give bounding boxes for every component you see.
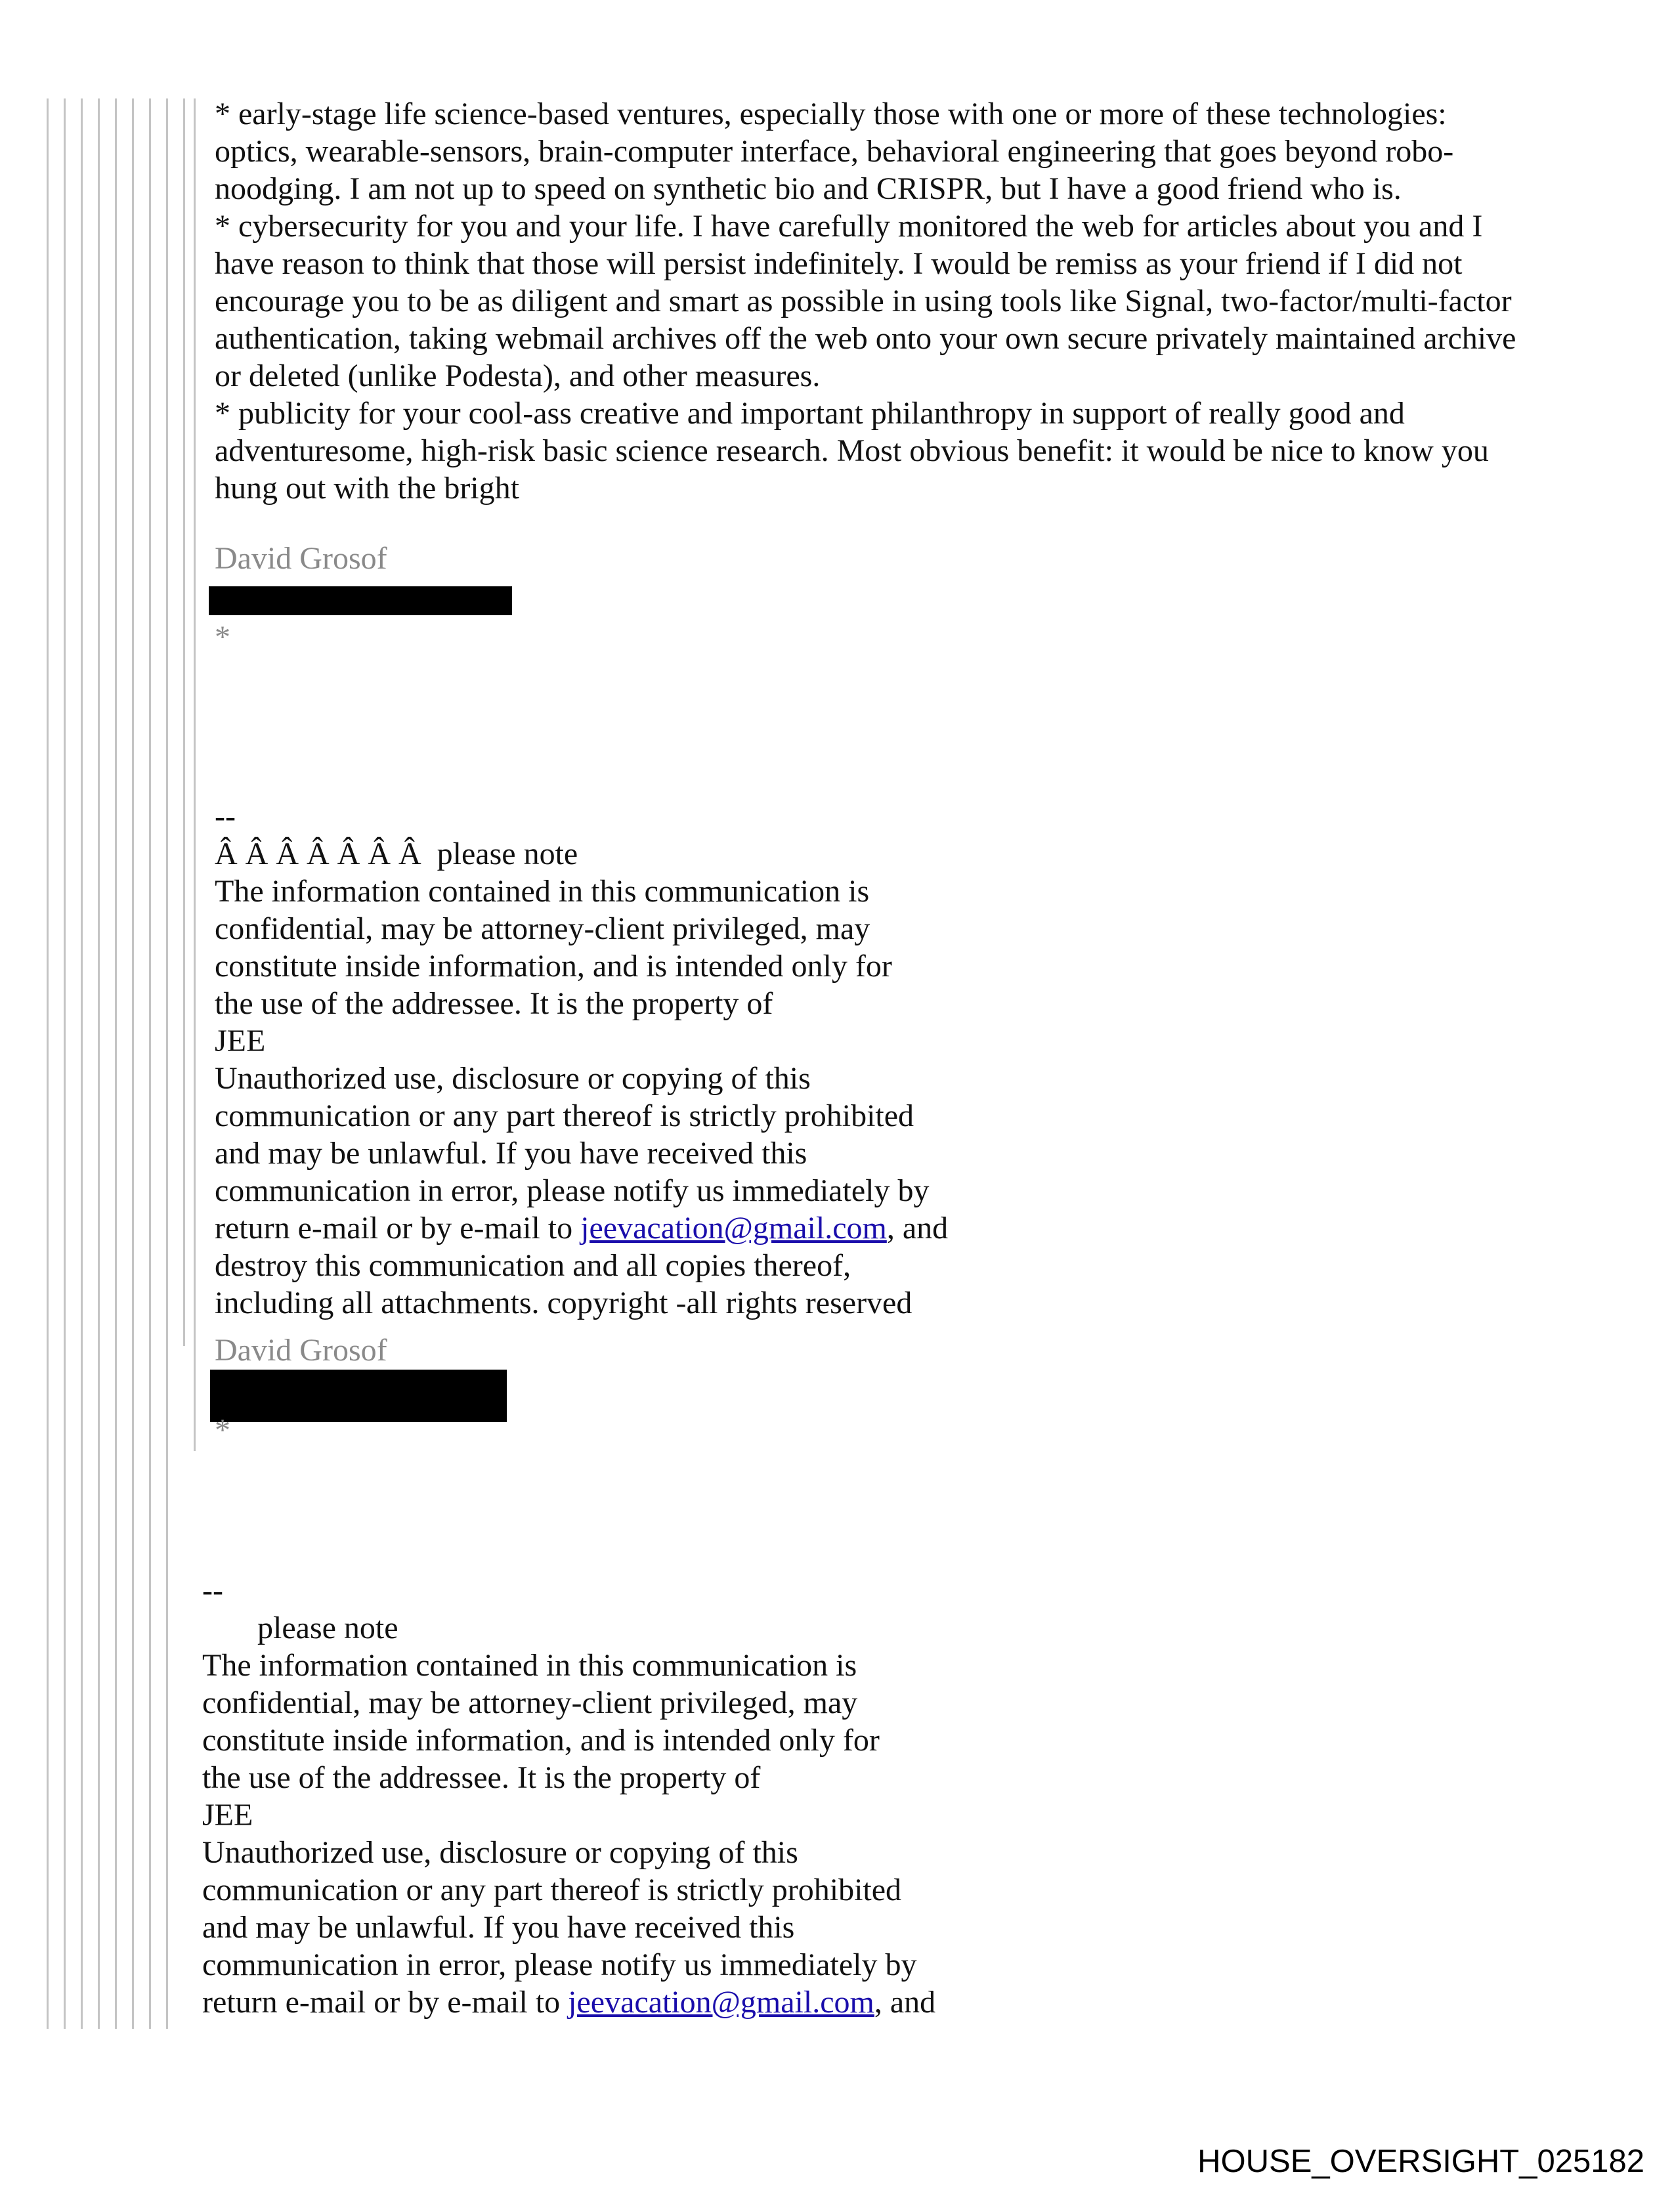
email-prefix: return e-mail or by e-mail to xyxy=(202,1985,569,2020)
disclaimer-line: and may be unlawful. If you have received this xyxy=(202,1910,795,1945)
signature-name: David Grosof xyxy=(215,541,387,576)
bullet-line: authentication, taking webmail archives off the web onto your own secure privately maintained archive xyxy=(215,321,1516,356)
quote-bar xyxy=(47,98,49,2029)
disclaimer-line: confidential, may be attorney-client privileged, may xyxy=(202,1685,858,1720)
quote-bar xyxy=(115,98,117,2029)
disclaimer-email-line xyxy=(215,1209,948,1247)
disclaimer-line: the use of the addressee. It is the property of xyxy=(215,986,773,1021)
bullet-line: hung out with the bright xyxy=(215,471,519,506)
email-suffix: , and xyxy=(886,1211,949,1246)
disclaimer-line: including all attachments. copyright -all rights reserved xyxy=(215,1286,912,1320)
quote-bar xyxy=(64,98,66,2029)
disclaimer-line: constitute inside information, and is intended only for xyxy=(215,949,892,984)
disclaimer-line: The information contained in this communication is xyxy=(202,1648,857,1683)
disclaimer-line: communication or any part thereof is strictly prohibited xyxy=(215,1098,914,1133)
bullet-line: optics, wearable-sensors, brain-computer interface, behavioral engineering that goes beyond robo- xyxy=(215,134,1454,169)
disclaimer-line: confidential, may be attorney-client privileged, may xyxy=(215,911,870,946)
bullet-line: * cybersecurity for you and your life. I have carefully monitored the web for articles about you and I xyxy=(215,209,1483,244)
document-id: HOUSE_OVERSIGHT_025182 xyxy=(1197,2144,1644,2179)
email-prefix: return e-mail or by e-mail to xyxy=(215,1211,581,1246)
quote-bar xyxy=(81,98,83,2029)
redaction-box xyxy=(210,1370,507,1422)
disclaimer-line: the use of the addressee. It is the property of xyxy=(202,1760,761,1795)
disclaimer-line: communication in error, please notify us immediately by xyxy=(215,1173,930,1208)
quote-bar xyxy=(98,98,100,2029)
quote-bar xyxy=(194,98,196,1451)
bullet-line: adventuresome, high-risk basic science research. Most obvious benefit: it would be nice to know you xyxy=(215,433,1489,468)
email-link[interactable]: jeevacation@gmail.com xyxy=(580,1211,887,1246)
quote-bar xyxy=(132,98,134,2029)
signature-name: David Grosof xyxy=(215,1333,387,1368)
separator: -- xyxy=(202,1573,223,1608)
quote-bar xyxy=(166,98,168,2029)
disclaimer-line: communication or any part thereof is strictly prohibited xyxy=(202,1873,902,1907)
separator: -- xyxy=(215,799,236,834)
disclaimer-line: Unauthorized use, disclosure or copying of this xyxy=(215,1061,811,1096)
disclaimer-line: Unauthorized use, disclosure or copying of this xyxy=(202,1835,798,1870)
email-suffix: , and xyxy=(874,1985,936,2020)
bullet-line: have reason to think that those will persist indefinitely. I would be remiss as your friend if I did not xyxy=(215,246,1463,281)
bullet-line: * publicity for your cool-ass creative and important philanthropy in support of really good and xyxy=(215,396,1405,431)
disclaimer-line: JEE xyxy=(215,1024,266,1058)
please-note: Â Â Â Â Â Â Â please note xyxy=(215,836,578,871)
disclaimer-line: The information contained in this communication is xyxy=(215,874,870,909)
disclaimer-line: constitute inside information, and is intended only for xyxy=(202,1723,880,1758)
please-note: please note xyxy=(202,1611,398,1645)
disclaimer-line: and may be unlawful. If you have received this xyxy=(215,1136,807,1171)
email-link[interactable]: jeevacation@gmail.com xyxy=(568,1985,874,2020)
quote-bar xyxy=(183,98,185,1346)
bullet-line: encourage you to be as diligent and smart as possible in using tools like Signal, two-factor/multi-factor xyxy=(215,284,1512,318)
signature-mark: * xyxy=(215,1413,230,1448)
disclaimer-line: communication in error, please notify us immediately by xyxy=(202,1947,917,1982)
disclaimer-line: destroy this communication and all copies thereof, xyxy=(215,1248,851,1283)
bullet-line: noodging. I am not up to speed on synthetic bio and CRISPR, but I have a good friend who is. xyxy=(215,171,1402,206)
signature-mark: * xyxy=(215,620,230,655)
quote-bar xyxy=(149,98,151,2029)
bullet-line: or deleted (unlike Podesta), and other measures. xyxy=(215,358,821,393)
redaction-box xyxy=(209,586,512,615)
bullet-line: * early-stage life science-based ventures, especially those with one or more of these technologies: xyxy=(215,97,1447,131)
disclaimer-line: JEE xyxy=(202,1798,253,1832)
disclaimer-email-line xyxy=(202,1984,935,2021)
